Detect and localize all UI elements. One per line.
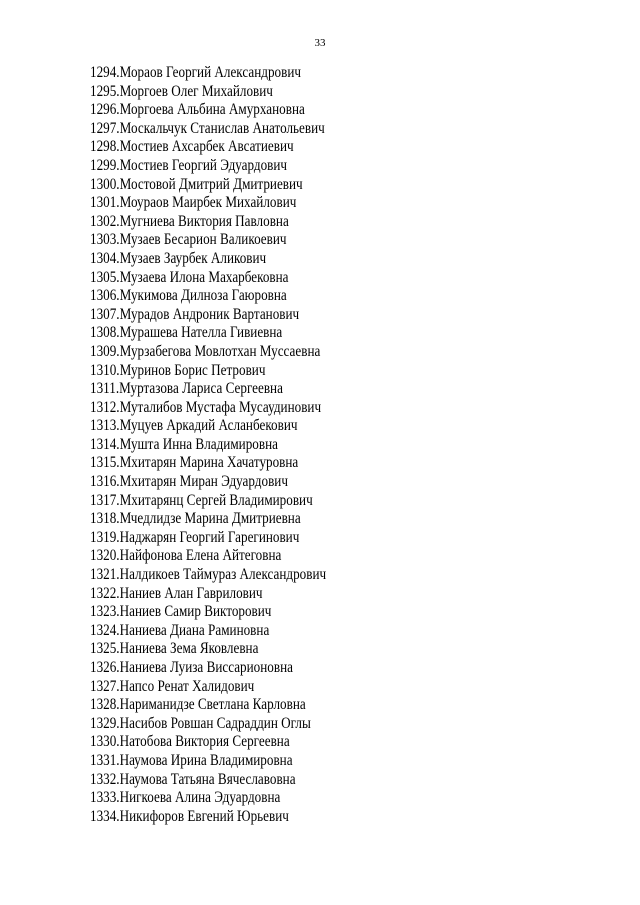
list-item-name: Музаев Бесарион Валикоевич bbox=[119, 231, 287, 249]
list-item-number: 1306 . bbox=[90, 287, 120, 306]
list-item bbox=[90, 529, 326, 548]
list-item-number: 1333 . bbox=[90, 789, 120, 808]
list-item-name: Напсо Ренат Халидович bbox=[119, 677, 255, 695]
list-item-number: 1310 . bbox=[90, 362, 120, 381]
list-item-number: 1334 . bbox=[90, 808, 120, 827]
list-item bbox=[90, 417, 326, 436]
page-number: 33 bbox=[314, 37, 326, 49]
list-item bbox=[90, 752, 326, 771]
list-item-name: Наниев Самир Викторович bbox=[119, 603, 272, 621]
list-item-number: 1295 . bbox=[90, 83, 120, 102]
list-item-number: 1320 . bbox=[90, 547, 120, 566]
list-item bbox=[90, 510, 326, 529]
list-item bbox=[90, 492, 326, 511]
list-item-number: 1312 . bbox=[90, 399, 120, 418]
list-item-name: Моргоев Олег Михайлович bbox=[119, 82, 273, 100]
list-item bbox=[90, 399, 326, 418]
list-item-name: Муцуев Аркадий Асланбекович bbox=[119, 417, 298, 435]
list-item-name: Никифоров Евгений Юрьевич bbox=[119, 807, 289, 825]
list-item-number: 1307 . bbox=[90, 306, 120, 325]
list-item bbox=[90, 659, 326, 678]
list-item-name: Насибов Ровшан Садраддин Оглы bbox=[119, 714, 311, 732]
list-item-name: Муринов Борис Петрович bbox=[119, 361, 266, 379]
list-item-name: Мхитарянц Сергей Владимирович bbox=[119, 491, 313, 509]
list-item-name: Мостовой Дмитрий Дмитриевич bbox=[119, 175, 303, 193]
list-item bbox=[90, 808, 326, 827]
list-item-name: Мхитарян Миран Эдуардович bbox=[119, 473, 288, 491]
list-item bbox=[90, 120, 326, 139]
list-item-name: Моураов Маирбек Михайлович bbox=[119, 194, 297, 212]
list-item bbox=[90, 715, 326, 734]
list-item bbox=[90, 287, 326, 306]
list-item bbox=[90, 157, 326, 176]
list-item-number: 1298 . bbox=[90, 138, 120, 157]
list-item-number: 1311 . bbox=[90, 380, 119, 399]
list-item bbox=[90, 64, 326, 83]
list-item bbox=[90, 83, 326, 102]
list-item-name: Муталибов Мустафа Мусаудинович bbox=[119, 398, 322, 416]
list-item-number: 1318 . bbox=[90, 510, 120, 529]
list-item-name: Мурашева Нателла Гивиевна bbox=[119, 324, 283, 342]
list-item-name: Мурзабегова Мовлотхан Муссаевна bbox=[119, 342, 321, 360]
list-item-number: 1332 . bbox=[90, 771, 120, 790]
list-item-number: 1328 . bbox=[90, 696, 120, 715]
list-item-name: Наджарян Георгий Гарегинович bbox=[119, 528, 300, 546]
list-item-name: Наниева Зема Яковлевна bbox=[119, 640, 259, 658]
list-item bbox=[90, 138, 326, 157]
list-item-number: 1296 . bbox=[90, 101, 120, 120]
list-item-number: 1316 . bbox=[90, 473, 120, 492]
list-item-number: 1299 . bbox=[90, 157, 120, 176]
list-item-number: 1308 . bbox=[90, 324, 120, 343]
list-item bbox=[90, 306, 326, 325]
list-item-number: 1327 . bbox=[90, 678, 120, 697]
list-item-name: Мурадов Андроник Вартанович bbox=[119, 305, 300, 323]
list-item-name: Муртазова Лариса Сергеевна bbox=[119, 380, 283, 398]
list-item-number: 1302 . bbox=[90, 213, 120, 232]
list-item-name: Мушта Инна Владимировна bbox=[119, 435, 278, 453]
list-item bbox=[90, 343, 326, 362]
list-item-name: Мугниева Виктория Павловна bbox=[119, 212, 289, 230]
list-item-number: 1324 . bbox=[90, 622, 120, 641]
list-item-name: Наумова Татьяна Вячеславовна bbox=[119, 770, 296, 788]
list-item bbox=[90, 176, 326, 195]
list-item-number: 1294 . bbox=[90, 64, 120, 83]
list-item-number: 1329 . bbox=[90, 715, 120, 734]
list-item bbox=[90, 213, 326, 232]
list-item-name: Нигкоева Алина Эдуардовна bbox=[119, 789, 281, 807]
list-item bbox=[90, 194, 326, 213]
list-item-number: 1330 . bbox=[90, 733, 120, 752]
list-item-number: 1322 . bbox=[90, 585, 120, 604]
list-item bbox=[90, 454, 326, 473]
list-item-number: 1321 . bbox=[90, 566, 120, 585]
list-item bbox=[90, 101, 326, 120]
list-item bbox=[90, 603, 326, 622]
list-item-name: Налдикоев Таймураз Александрович bbox=[119, 566, 327, 584]
list-item-number: 1315 . bbox=[90, 454, 120, 473]
list-item-number: 1313 . bbox=[90, 417, 120, 436]
list-item-number: 1301 . bbox=[90, 194, 120, 213]
list-item-number: 1326 . bbox=[90, 659, 120, 678]
list-item bbox=[90, 250, 326, 269]
list-item-name: Моргоева Альбина Амурхановна bbox=[119, 101, 305, 119]
list-item-number: 1304 . bbox=[90, 250, 120, 269]
list-item-name: Мчедлидзе Марина Дмитриевна bbox=[119, 510, 301, 528]
list-item bbox=[90, 324, 326, 343]
list-item-number: 1323 . bbox=[90, 603, 120, 622]
list-item-name: Мостиев Георгий Эдуардович bbox=[119, 156, 288, 174]
list-item bbox=[90, 547, 326, 566]
list-item-number: 1305 . bbox=[90, 269, 120, 288]
list-item bbox=[90, 473, 326, 492]
list-item-number: 1314 . bbox=[90, 436, 120, 455]
name-list bbox=[90, 64, 326, 826]
list-item-number: 1300 . bbox=[90, 176, 120, 195]
list-item-number: 1319 . bbox=[90, 529, 120, 548]
list-item-name: Музаева Илона Махарбековна bbox=[119, 268, 289, 286]
list-item bbox=[90, 436, 326, 455]
list-item-number: 1303 . bbox=[90, 231, 120, 250]
list-item-name: Найфонова Елена Айтеговна bbox=[119, 547, 282, 565]
list-item bbox=[90, 362, 326, 381]
list-item-name: Наниев Алан Гаврилович bbox=[119, 584, 263, 602]
list-item bbox=[90, 771, 326, 790]
list-item-name: Нариманидзе Светлана Карловна bbox=[119, 696, 306, 714]
list-item-number: 1331 . bbox=[90, 752, 120, 771]
list-item bbox=[90, 380, 326, 399]
list-item bbox=[90, 678, 326, 697]
list-item-number: 1317 . bbox=[90, 492, 120, 511]
list-item bbox=[90, 622, 326, 641]
list-item-name: Наниева Луиза Виссарионовна bbox=[119, 659, 293, 676]
list-item bbox=[90, 640, 326, 659]
list-item bbox=[90, 566, 326, 585]
list-item-name: Мостиев Ахсарбек Авсатиевич bbox=[119, 138, 294, 156]
list-item-name: Мхитарян Марина Хачатуровна bbox=[119, 454, 299, 472]
list-item-number: 1297 . bbox=[90, 120, 120, 139]
list-item bbox=[90, 789, 326, 808]
list-item bbox=[90, 585, 326, 604]
list-item-number: 1309 . bbox=[90, 343, 120, 362]
list-item-name: Натобова Виктория Сергеевна bbox=[119, 733, 290, 751]
list-item-name: Москальчук Станислав Анатольевич bbox=[119, 119, 325, 137]
list-item bbox=[90, 696, 326, 715]
list-item bbox=[90, 231, 326, 250]
list-item-name: Музаев Заурбек Аликович bbox=[119, 249, 267, 267]
list-item-name: Мораов Георгий Александрович bbox=[119, 64, 301, 81]
list-item-name: Наниева Диана Раминовна bbox=[119, 621, 270, 639]
list-item-name: Мукимова Дилноза Гаюровна bbox=[119, 287, 287, 305]
list-item bbox=[90, 269, 326, 288]
list-item-name: Наумова Ирина Владимировна bbox=[119, 751, 293, 769]
list-item bbox=[90, 733, 326, 752]
list-item-number: 1325 . bbox=[90, 640, 120, 659]
